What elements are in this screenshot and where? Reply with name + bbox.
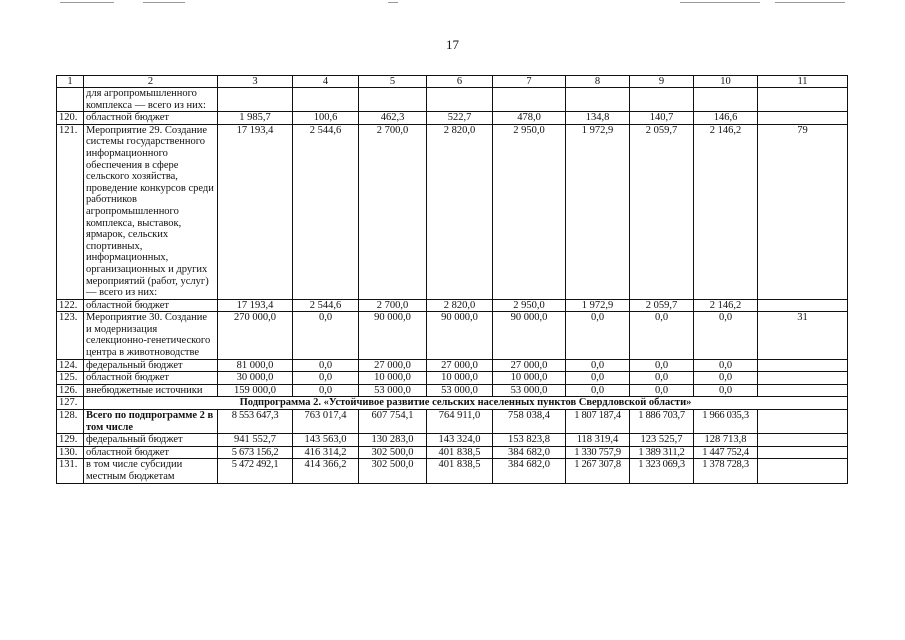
- row-number: 126.: [57, 384, 84, 397]
- reference-cell: 31: [758, 312, 848, 359]
- value-cell: 1 972,9: [566, 299, 630, 312]
- value-cell: 0,0: [630, 372, 694, 385]
- table-row: [57, 434, 848, 447]
- row-description: в том числе субсидии местным бюджетам: [84, 459, 218, 483]
- value-cell: 2 059,7: [630, 299, 694, 312]
- value-cell: 128 713,8: [694, 434, 758, 447]
- value-cell: 53 000,0: [427, 384, 493, 397]
- reference-cell: [758, 299, 848, 312]
- table-row: [57, 372, 848, 385]
- column-number: 9: [630, 76, 694, 88]
- value-cell: 2 820,0: [427, 299, 493, 312]
- budget-table: [56, 75, 848, 484]
- column-number: 7: [493, 76, 566, 88]
- value-cell: [694, 88, 758, 112]
- value-cell: 384 682,0: [493, 459, 566, 483]
- row-description: областной бюджет: [84, 299, 218, 312]
- table-row: [57, 112, 848, 125]
- value-cell: 0,0: [293, 372, 359, 385]
- subprogram-title: Подпрограмма 2. «Устойчивое развитие сельских населенных пунктов Свердловской области»: [84, 397, 848, 410]
- value-cell: [359, 88, 427, 112]
- value-cell: 1 972,9: [566, 124, 630, 299]
- row-number: 125.: [57, 372, 84, 385]
- value-cell: [218, 88, 293, 112]
- value-cell: 1 886 703,7: [630, 410, 694, 434]
- value-cell: 2 146,2: [694, 299, 758, 312]
- value-cell: 5 673 156,2: [218, 446, 293, 459]
- reference-cell: [758, 372, 848, 385]
- value-cell: 0,0: [694, 359, 758, 372]
- value-cell: 27 000,0: [493, 359, 566, 372]
- value-cell: 941 552,7: [218, 434, 293, 447]
- value-cell: 100,6: [293, 112, 359, 125]
- value-cell: 1 985,7: [218, 112, 293, 125]
- value-cell: 90 000,0: [427, 312, 493, 359]
- row-number: 127.: [57, 397, 84, 410]
- table-row: [57, 88, 848, 112]
- value-cell: 0,0: [566, 372, 630, 385]
- value-cell: 401 838,5: [427, 446, 493, 459]
- subprogram-row: [57, 397, 848, 410]
- row-description: Мероприятие 30. Создание и модернизация селекционно-генетического центра в животноводстве: [84, 312, 218, 359]
- value-cell: 0,0: [566, 359, 630, 372]
- reference-cell: [758, 434, 848, 447]
- value-cell: 763 017,4: [293, 410, 359, 434]
- row-number: [57, 88, 84, 112]
- value-cell: 153 823,8: [493, 434, 566, 447]
- value-cell: 146,6: [694, 112, 758, 125]
- value-cell: 2 544,6: [293, 299, 359, 312]
- value-cell: 143 324,0: [427, 434, 493, 447]
- value-cell: 1 807 187,4: [566, 410, 630, 434]
- value-cell: 0,0: [566, 384, 630, 397]
- column-number: 8: [566, 76, 630, 88]
- page-number: 17: [446, 37, 459, 52]
- value-cell: [493, 88, 566, 112]
- value-cell: 90 000,0: [493, 312, 566, 359]
- value-cell: 118 319,4: [566, 434, 630, 447]
- row-description: Мероприятие 29. Создание системы государственного информационного обеспечения в сфере сельского хозяйства, проведение конкурсов среди работников агропромышленного комплекса, выставок, ярмарок, сельских спортивных, информационных, организационных и других мероприятий (работ, услуг) — всего из них:: [84, 124, 218, 299]
- value-cell: 0,0: [694, 312, 758, 359]
- row-description: федеральный бюджет: [84, 359, 218, 372]
- row-description: Всего по подпрограмме 2 в том числе: [84, 410, 218, 434]
- value-cell: 1 267 307,8: [566, 459, 630, 483]
- reference-cell: [758, 359, 848, 372]
- column-number-row: [57, 76, 848, 88]
- value-cell: 0,0: [293, 312, 359, 359]
- value-cell: 1 330 757,9: [566, 446, 630, 459]
- value-cell: 0,0: [293, 384, 359, 397]
- value-cell: [293, 88, 359, 112]
- value-cell: [566, 88, 630, 112]
- table-row: [57, 410, 848, 434]
- row-description: для агропромышленного комплекса — всего из них:: [84, 88, 218, 112]
- row-description: областной бюджет: [84, 112, 218, 125]
- reference-cell: [758, 384, 848, 397]
- reference-cell: [758, 410, 848, 434]
- value-cell: 414 366,2: [293, 459, 359, 483]
- row-number: 122.: [57, 299, 84, 312]
- row-number: 124.: [57, 359, 84, 372]
- column-number: 3: [218, 76, 293, 88]
- value-cell: 159 000,0: [218, 384, 293, 397]
- row-number: 131.: [57, 459, 84, 483]
- value-cell: 1 389 311,2: [630, 446, 694, 459]
- column-number: 10: [694, 76, 758, 88]
- value-cell: 764 911,0: [427, 410, 493, 434]
- table-row: [57, 384, 848, 397]
- value-cell: 0,0: [630, 359, 694, 372]
- reference-cell: [758, 112, 848, 125]
- value-cell: 53 000,0: [493, 384, 566, 397]
- value-cell: 130 283,0: [359, 434, 427, 447]
- value-cell: 1 378 728,3: [694, 459, 758, 483]
- table-row: [57, 359, 848, 372]
- value-cell: 10 000,0: [359, 372, 427, 385]
- value-cell: 0,0: [630, 384, 694, 397]
- value-cell: 2 700,0: [359, 124, 427, 299]
- reference-cell: 79: [758, 124, 848, 299]
- value-cell: 0,0: [293, 359, 359, 372]
- value-cell: [427, 88, 493, 112]
- table-row: [57, 124, 848, 299]
- value-cell: 123 525,7: [630, 434, 694, 447]
- row-number: 129.: [57, 434, 84, 447]
- table-row: [57, 312, 848, 359]
- column-number: 5: [359, 76, 427, 88]
- column-number: 4: [293, 76, 359, 88]
- column-number: 6: [427, 76, 493, 88]
- value-cell: 2 544,6: [293, 124, 359, 299]
- value-cell: 401 838,5: [427, 459, 493, 483]
- value-cell: 2 820,0: [427, 124, 493, 299]
- value-cell: 53 000,0: [359, 384, 427, 397]
- value-cell: 30 000,0: [218, 372, 293, 385]
- value-cell: 758 038,4: [493, 410, 566, 434]
- column-number: 1: [57, 76, 84, 88]
- value-cell: 478,0: [493, 112, 566, 125]
- value-cell: 0,0: [694, 372, 758, 385]
- value-cell: 17 193,4: [218, 299, 293, 312]
- value-cell: 2 700,0: [359, 299, 427, 312]
- table-body-part-2: [57, 410, 848, 484]
- row-number: 130.: [57, 446, 84, 459]
- value-cell: 27 000,0: [359, 359, 427, 372]
- value-cell: 384 682,0: [493, 446, 566, 459]
- reference-cell: [758, 459, 848, 483]
- value-cell: 2 950,0: [493, 124, 566, 299]
- value-cell: [630, 88, 694, 112]
- value-cell: 607 754,1: [359, 410, 427, 434]
- value-cell: 134,8: [566, 112, 630, 125]
- row-number: 123.: [57, 312, 84, 359]
- table-row: [57, 446, 848, 459]
- value-cell: 8 553 647,3: [218, 410, 293, 434]
- value-cell: 2 950,0: [493, 299, 566, 312]
- value-cell: 0,0: [694, 384, 758, 397]
- value-cell: 522,7: [427, 112, 493, 125]
- row-description: областной бюджет: [84, 372, 218, 385]
- value-cell: 0,0: [630, 312, 694, 359]
- table-row: [57, 299, 848, 312]
- row-number: 120.: [57, 112, 84, 125]
- value-cell: 302 500,0: [359, 446, 427, 459]
- value-cell: 1 447 752,4: [694, 446, 758, 459]
- reference-cell: [758, 446, 848, 459]
- value-cell: 10 000,0: [427, 372, 493, 385]
- row-description: внебюджетные источники: [84, 384, 218, 397]
- table-body-part-1: [57, 88, 848, 397]
- value-cell: 140,7: [630, 112, 694, 125]
- value-cell: 17 193,4: [218, 124, 293, 299]
- value-cell: 270 000,0: [218, 312, 293, 359]
- value-cell: 81 000,0: [218, 359, 293, 372]
- row-description: федеральный бюджет: [84, 434, 218, 447]
- row-description: областной бюджет: [84, 446, 218, 459]
- row-number: 121.: [57, 124, 84, 299]
- value-cell: 1 323 069,3: [630, 459, 694, 483]
- column-number: 2: [84, 76, 218, 88]
- reference-cell: [758, 88, 848, 112]
- value-cell: 143 563,0: [293, 434, 359, 447]
- column-number: 11: [758, 76, 848, 88]
- table-row: [57, 459, 848, 483]
- value-cell: 2 146,2: [694, 124, 758, 299]
- value-cell: 302 500,0: [359, 459, 427, 483]
- value-cell: 5 472 492,1: [218, 459, 293, 483]
- value-cell: 0,0: [566, 312, 630, 359]
- value-cell: 416 314,2: [293, 446, 359, 459]
- value-cell: 1 966 035,3: [694, 410, 758, 434]
- value-cell: 10 000,0: [493, 372, 566, 385]
- value-cell: 2 059,7: [630, 124, 694, 299]
- value-cell: 27 000,0: [427, 359, 493, 372]
- row-number: 128.: [57, 410, 84, 434]
- value-cell: 90 000,0: [359, 312, 427, 359]
- value-cell: 462,3: [359, 112, 427, 125]
